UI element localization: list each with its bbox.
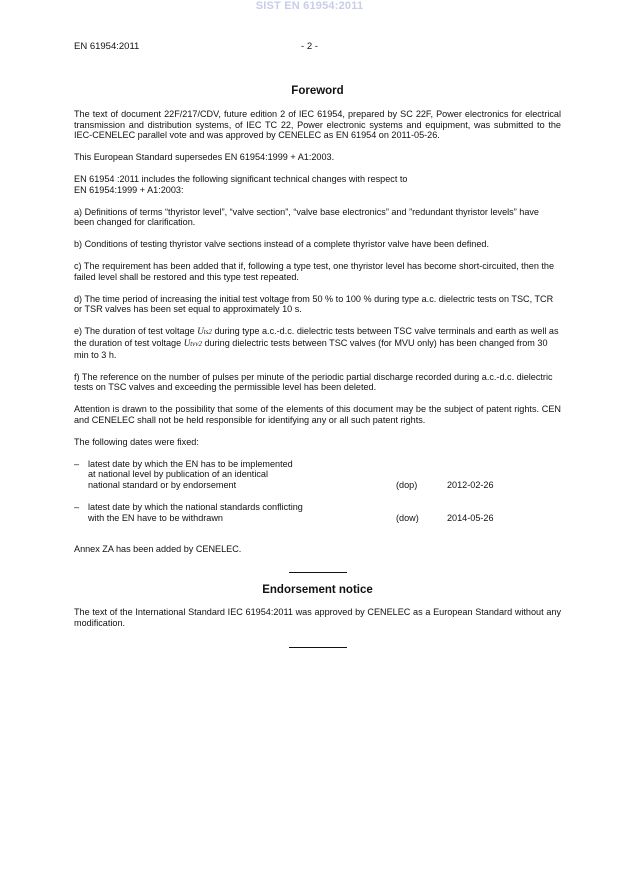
- symbol-u: U: [183, 337, 191, 348]
- symbol-subscript-tvv2: tvv2: [190, 339, 202, 348]
- date-value: 2014-05-26: [447, 512, 494, 523]
- watermark: SIST EN 61954:2011: [255, 0, 364, 12]
- change-item-f: f) The reference on the number of pulses per minute of the periodic partial discharge recorded during a.c.-d.c. dielectric tests on TSC valves and exceeding the permissible level has been deleted.: [74, 371, 553, 393]
- change-item-e-text-2: during type a.c.-d.c. dielectric tests between TSC valve terminals and earth as well as the duration of test voltage: [74, 326, 559, 348]
- date-code: (dop): [396, 480, 418, 491]
- change-item-c: c) The requirement has been added that if, following a type test, one thyristor level has become short-circuited, then the failed level shall be restored and this type test repeated.: [74, 260, 555, 282]
- header-page-number: - 2 -: [301, 41, 318, 52]
- date-code: (dow): [396, 512, 419, 523]
- date-description-line: with the EN have to be withdrawn: [88, 512, 223, 523]
- patent-notice: Attention is drawn to the possibility that some of the elements of this document may be the subject of patent rights. CEN and CENELEC shall not be held responsible for identifying any or all such patent rights.: [74, 404, 561, 425]
- change-item-a: a) Definitions of terms “thyristor level”, “valve section”, “valve base electronics” and ”redundant thyristor levels” have been changed for clarification.: [74, 206, 539, 228]
- date-description-line: at national level by publication of an identical: [88, 469, 268, 480]
- changes-intro-line-2: EN 61954:1999 + A1:2003:: [74, 184, 184, 195]
- symbol-u: U: [197, 326, 204, 337]
- endorsement-title: Endorsement notice: [262, 584, 373, 597]
- date-description-line: latest date by which the EN has to be implemented: [88, 458, 293, 469]
- annex-note: Annex ZA has been added by CENELEC.: [74, 543, 242, 554]
- date-row-dow: [74, 502, 561, 524]
- foreword-paragraph-1: The text of document 22F/217/CDV, future edition 2 of IEC 61954, prepared by SC 22F, Power electronics for electrical transmission and distribution systems, of IEC TC 22, Power electronic systems and equipment, was submitted to the IEC-CENELEC parallel vote and was approved by CENELEC as EN 61954 on 2011-05-26.: [74, 108, 561, 141]
- change-item-e: [74, 326, 561, 360]
- dates-intro: The following dates were fixed:: [74, 436, 199, 447]
- section-divider: [289, 647, 347, 648]
- foreword-paragraph-3: [74, 174, 561, 196]
- date-row-dop: [74, 459, 561, 491]
- date-description-line: latest date by which the national standards conflicting: [88, 501, 303, 512]
- change-item-b: b) Conditions of testing thyristor valve sections instead of a complete thyristor valve have been defined.: [74, 239, 490, 250]
- section-divider: [289, 572, 347, 573]
- date-description: [88, 459, 368, 491]
- date-description: [88, 502, 368, 524]
- date-description-line: national standard or by endorsement: [88, 480, 237, 491]
- symbol-subscript-ts2: ts2: [203, 328, 212, 337]
- endorsement-text: The text of the International Standard IEC 61954:2011 was approved by CENELEC as a European Standard without any modification.: [74, 607, 561, 628]
- date-value: 2012-02-26: [447, 480, 494, 491]
- list-dash: –: [74, 501, 80, 512]
- document-body: [74, 86, 561, 660]
- change-item-e-text-1: e) The duration of test voltage: [74, 326, 198, 337]
- header-document-id: EN 61954:2011: [74, 41, 140, 52]
- foreword-title: Foreword: [291, 85, 344, 97]
- foreword-paragraph-2: This European Standard supersedes EN 61954:1999 + A1:2003.: [74, 152, 335, 163]
- change-item-d: d) The time period of increasing the initial test voltage from 50 % to 100 % during type a.c. dielectric tests on TSC, TCR or TSR valves has been set equal to approximately 10 s.: [74, 293, 554, 315]
- change-item-e-text-3: during dielectric tests between TSC valves (for MVU only) has been changed from 30 min to 3 h.: [74, 337, 548, 360]
- list-dash: –: [74, 458, 80, 469]
- changes-intro-line-1: EN 61954 :2011 includes the following significant technical changes with respect to: [74, 173, 408, 184]
